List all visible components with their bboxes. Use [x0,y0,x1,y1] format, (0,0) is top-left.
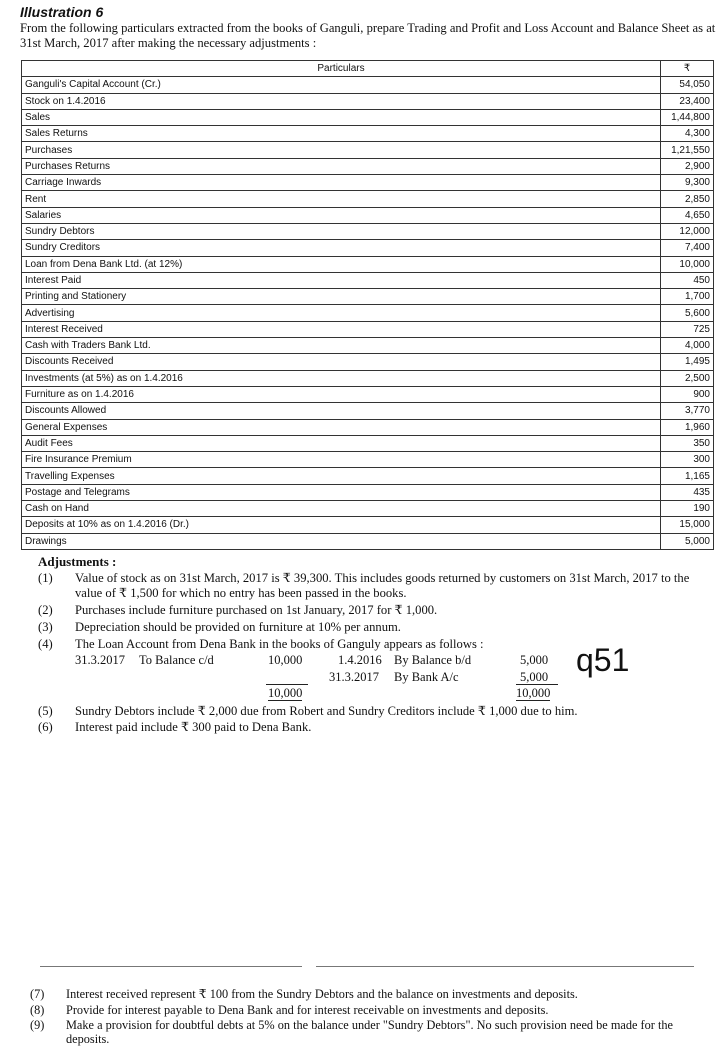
loan-right-amount-2: 5,000 [520,670,549,684]
table-row [22,321,714,337]
currency-header: ₹ [661,61,714,77]
loan-right-total: 10,000 [516,686,551,700]
table-row [22,501,714,517]
particular-label: Discounts Allowed [22,403,661,419]
particular-label: Salaries [22,207,661,223]
particular-amount: 5,000 [661,533,714,549]
particular-amount: 900 [661,386,714,402]
particular-label: Sales Returns [22,126,661,142]
particulars-header: Particulars [22,61,661,77]
adjustment-text: Value of stock as on 31st March, 2017 is ₹ 39,300. This includes goods returned by customers on 31st March, 2017 to the value of ₹ 1,500 for which no entry has been passed in the books. [75,571,690,600]
table-row [22,403,714,419]
particular-label: Printing and Stationery [22,289,661,305]
adjustments-heading: Adjustments : [38,554,117,569]
adjustment-number: (1) [38,571,53,585]
table-row [22,256,714,272]
loan-left-underline [266,684,308,685]
table-row [22,191,714,207]
adjustment-number: (6) [38,720,53,734]
particular-label: Deposits at 10% as on 1.4.2016 (Dr.) [22,517,661,533]
particular-label: Ganguli's Capital Account (Cr.) [22,77,661,93]
footer-item-9 [30,1018,716,1046]
adjustment-number: (2) [38,603,53,617]
particular-amount: 15,000 [661,517,714,533]
particular-amount: 2,500 [661,370,714,386]
table-row [22,77,714,93]
adjustment-item-5 [38,704,716,719]
footer-number: (7) [30,987,45,1001]
loan-left-total: 10,000 [268,686,303,700]
particular-amount: 1,44,800 [661,109,714,125]
adjustment-number: (5) [38,704,53,718]
particular-label: Drawings [22,533,661,549]
adjustment-text: The Loan Account from Dena Bank in the books of Ganguly appears as follows : [75,637,484,651]
table-row [22,354,714,370]
table-row [22,419,714,435]
particular-amount: 10,000 [661,256,714,272]
particular-label: Postage and Telegrams [22,484,661,500]
intro-paragraph: From the following particulars extracted from the books of Ganguli, prepare Trading and Profit and Loss Account and Balance Sheet as at 31st March, 2017 after making the necessary adjustments : [20,21,716,50]
particular-label: Stock on 1.4.2016 [22,93,661,109]
particular-label: Advertising [22,305,661,321]
loan-left-particular: To Balance c/d [139,653,214,667]
particular-amount: 450 [661,272,714,288]
table-row [22,223,714,239]
loan-right-underline [516,684,558,685]
loan-right-particular-1: By Balance b/d [394,653,472,667]
table-row [22,272,714,288]
particular-label: Sales [22,109,661,125]
table-row [22,142,714,158]
particular-amount: 5,600 [661,305,714,321]
particular-amount: 435 [661,484,714,500]
particular-amount: 54,050 [661,77,714,93]
footer-item-7 [30,987,716,1001]
adjustment-item-6 [38,720,716,735]
particular-label: Interest Paid [22,272,661,288]
loan-left-date: 31.3.2017 [75,653,125,667]
page-divider-left [40,966,302,967]
table-row [22,435,714,451]
particular-label: Interest Received [22,321,661,337]
particular-amount: 1,700 [661,289,714,305]
adjustment-text: Sundry Debtors include ₹ 2,000 due from Robert and Sundry Creditors include ₹ 1,000 due to him. [75,704,578,718]
adjustment-item-3 [38,620,716,635]
particular-label: Audit Fees [22,435,661,451]
particular-label: Discounts Received [22,354,661,370]
adjustment-text: Purchases include furniture purchased on 1st January, 2017 for ₹ 1,000. [75,603,438,617]
particular-amount: 350 [661,435,714,451]
particular-label: Loan from Dena Bank Ltd. (at 12%) [22,256,661,272]
particular-amount: 3,770 [661,403,714,419]
particular-amount: 1,495 [661,354,714,370]
loan-right-date-2: 31.3.2017 [329,670,379,684]
particular-label: Carriage Inwards [22,175,661,191]
adjustment-number: (4) [38,637,53,651]
table-row [22,386,714,402]
footer-text: Provide for interest payable to Dena Bank and for interest receivable on investments and deposits. [66,1003,549,1017]
particular-amount: 2,850 [661,191,714,207]
table-row [22,533,714,549]
table-row [22,370,714,386]
particular-amount: 1,165 [661,468,714,484]
particular-label: Travelling Expenses [22,468,661,484]
particular-amount: 4,650 [661,207,714,223]
table-row [22,452,714,468]
particular-amount: 1,21,550 [661,142,714,158]
particular-amount: 190 [661,501,714,517]
particular-amount: 2,900 [661,158,714,174]
table-row [22,207,714,223]
particular-amount: 300 [661,452,714,468]
footer-number: (8) [30,1003,45,1017]
table-row [22,240,714,256]
particular-label: Rent [22,191,661,207]
table-row [22,175,714,191]
particular-label: Cash with Traders Bank Ltd. [22,338,661,354]
particular-label: Purchases [22,142,661,158]
table-header-row [22,61,714,77]
table-row [22,93,714,109]
particular-amount: 1,960 [661,419,714,435]
particular-amount: 9,300 [661,175,714,191]
loan-right-date-1: 1.4.2016 [338,653,382,667]
handwritten-question-number: q51 [576,642,630,678]
table-row [22,517,714,533]
illustration-title: Illustration 6 [20,4,104,20]
loan-right-amount-1: 5,000 [520,653,549,667]
particulars-table [21,60,714,550]
table-row [22,484,714,500]
adjustment-item-1 [38,571,716,600]
particular-amount: 7,400 [661,240,714,256]
particular-amount: 23,400 [661,93,714,109]
table-row [22,289,714,305]
table-row [22,158,714,174]
loan-right-particular-2: By Bank A/c [394,670,459,684]
particular-amount: 4,300 [661,126,714,142]
adjustment-text: Interest paid include ₹ 300 paid to Dena Bank. [75,720,312,734]
particular-label: Sundry Creditors [22,240,661,256]
adjustment-number: (3) [38,620,53,634]
particular-label: Furniture as on 1.4.2016 [22,386,661,402]
particular-label: Cash on Hand [22,501,661,517]
footer-item-8 [30,1003,716,1017]
particulars-body [22,77,714,550]
table-row [22,126,714,142]
footer-text: Interest received represent ₹ 100 from the Sundry Debtors and the balance on investments and deposits. [66,987,578,1001]
loan-left-amount: 10,000 [268,653,303,667]
particular-label: Purchases Returns [22,158,661,174]
footer-text: Make a provision for doubtful debts at 5% on the balance under "Sundry Debtors". No such provision need be made for the deposits. [66,1018,673,1046]
particular-amount: 725 [661,321,714,337]
adjustment-text: Depreciation should be provided on furniture at 10% per annum. [75,620,401,634]
particular-label: Sundry Debtors [22,223,661,239]
table-row [22,305,714,321]
footer-number: (9) [30,1018,45,1032]
particular-label: Investments (at 5%) as on 1.4.2016 [22,370,661,386]
particular-label: Fire Insurance Premium [22,452,661,468]
table-row [22,468,714,484]
adjustment-item-2 [38,603,716,618]
particular-amount: 4,000 [661,338,714,354]
table-row [22,338,714,354]
particular-amount: 12,000 [661,223,714,239]
page-divider-right [316,966,694,967]
particular-label: General Expenses [22,419,661,435]
table-row [22,109,714,125]
